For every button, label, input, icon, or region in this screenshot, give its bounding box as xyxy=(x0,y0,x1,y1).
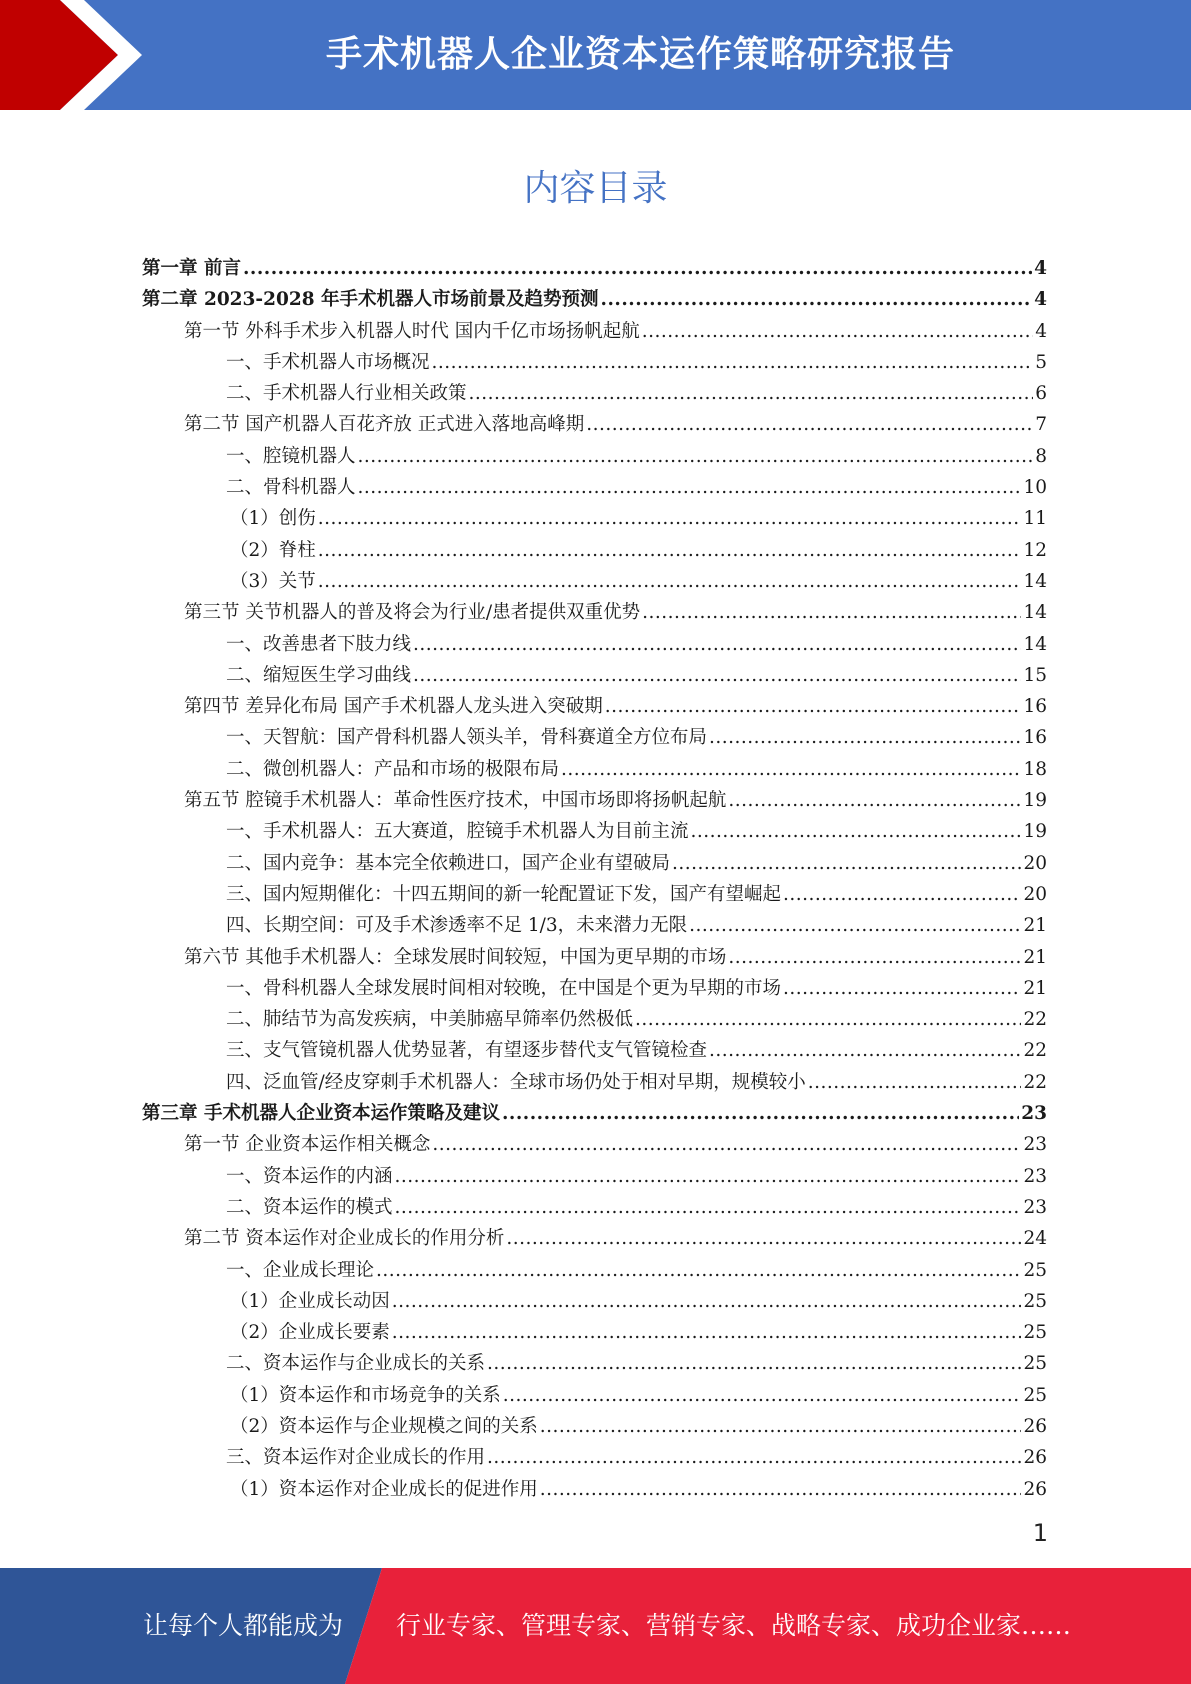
toc-dot-leader xyxy=(413,629,1021,660)
toc-entry-page: 26 xyxy=(1023,1447,1047,1469)
toc-entry[interactable] xyxy=(142,910,1047,941)
toc-entry-page: 21 xyxy=(1023,977,1047,999)
toc-dot-leader xyxy=(709,722,1021,753)
toc-entry-page: 18 xyxy=(1023,758,1047,780)
toc-entry-label: 第二节 国产机器人百花齐放 正式进入落地高峰期 xyxy=(184,414,585,436)
toc-dot-leader xyxy=(469,378,1034,409)
toc-entry-label: 三、国内短期催化：十四五期间的新一轮配置证下发，国产有望崛起 xyxy=(226,883,782,905)
toc-entry-label: 二、资本运作的模式 xyxy=(226,1196,393,1218)
toc-dot-leader xyxy=(395,1161,1022,1192)
toc-entry-page: 7 xyxy=(1035,414,1047,436)
toc-entry-label: 二、骨科机器人 xyxy=(226,477,356,499)
toc-entry-label: 一、骨科机器人全球发展时间相对较晚，在中国是个更为早期的市场 xyxy=(226,977,782,999)
toc-entry-page: 22 xyxy=(1023,1040,1047,1062)
toc-dot-leader xyxy=(358,472,1022,503)
toc-entry-page: 4 xyxy=(1034,289,1047,311)
toc-entry[interactable] xyxy=(142,848,1047,879)
toc-entry[interactable] xyxy=(142,785,1047,816)
toc-entry-label: 二、肺结节为高发疾病，中美肺癌早筛率仍然极低 xyxy=(226,1009,634,1031)
toc-entry-page: 15 xyxy=(1023,664,1047,686)
toc-entry-page: 20 xyxy=(1023,883,1047,905)
toc-entry-label: （2）企业成长要素 xyxy=(230,1322,390,1344)
toc-entry-label: 一、天智航：国产骨科机器人领头羊，骨科赛道全方位布局 xyxy=(226,727,708,749)
toc-dot-leader xyxy=(783,879,1021,910)
toc-dot-leader xyxy=(728,785,1021,816)
toc-entry-label: 第三节 关节机器人的普及将会为行业/患者提供双重优势 xyxy=(184,602,641,624)
toc-entry-label: （1）企业成长动因 xyxy=(230,1290,390,1312)
toc-entry[interactable] xyxy=(142,1161,1047,1192)
toc-dot-leader xyxy=(506,1223,1021,1254)
toc-dot-leader xyxy=(689,910,1021,941)
toc-entry-label: （1）创伤 xyxy=(230,508,316,530)
toc-entry-label: （1）资本运作和市场竞争的关系 xyxy=(230,1384,501,1406)
toc-dot-leader xyxy=(392,1286,1022,1317)
toc-entry-page: 23 xyxy=(1023,1196,1047,1218)
toc-entry[interactable] xyxy=(142,1317,1047,1348)
toc-entry[interactable] xyxy=(142,660,1047,691)
toc-entry[interactable] xyxy=(142,1348,1047,1379)
toc-entry[interactable] xyxy=(142,1035,1047,1066)
toc-dot-leader xyxy=(502,1098,1019,1129)
toc-entry-page: 19 xyxy=(1023,790,1047,812)
toc-entry[interactable] xyxy=(142,1129,1047,1160)
toc-entry-page: 20 xyxy=(1023,852,1047,874)
toc-entry-label: 四、泛血管/经皮穿刺手术机器人：全球市场仍处于相对早期，规模较小 xyxy=(226,1071,806,1093)
toc-dot-leader xyxy=(318,503,1022,534)
toc-dot-leader xyxy=(318,566,1022,597)
toc-entry-label: 三、资本运作对企业成长的作用 xyxy=(226,1447,486,1469)
toc-entry-page: 14 xyxy=(1023,602,1047,624)
toc-entry-page: 25 xyxy=(1023,1322,1047,1344)
toc-entry[interactable] xyxy=(142,629,1047,660)
toc-entry-page: 21 xyxy=(1023,946,1047,968)
toc-dot-leader xyxy=(808,1067,1022,1098)
toc-dot-leader xyxy=(586,409,1033,440)
toc-entry-label: 第六节 其他手术机器人：全球发展时间较短，中国为更早期的市场 xyxy=(184,946,727,968)
toc-entry[interactable] xyxy=(142,284,1047,315)
page-number: 1 xyxy=(1032,1519,1048,1547)
toc-entry[interactable] xyxy=(142,347,1047,378)
toc-dot-leader xyxy=(540,1474,1022,1505)
toc-entry[interactable] xyxy=(142,1380,1047,1411)
toc-entry-page: 25 xyxy=(1023,1384,1047,1406)
toc-entry[interactable] xyxy=(142,1223,1047,1254)
toc-entry[interactable] xyxy=(142,409,1047,440)
toc-entry-label: （2）脊柱 xyxy=(230,539,316,561)
toc-entry[interactable] xyxy=(142,1255,1047,1286)
toc-entry-label: 第四节 差异化布局 国产手术机器人龙头进入突破期 xyxy=(184,696,603,718)
table-of-contents xyxy=(142,253,1047,1505)
toc-entry[interactable] xyxy=(142,1004,1047,1035)
toc-entry-page: 16 xyxy=(1023,696,1047,718)
toc-entry-page: 25 xyxy=(1023,1259,1047,1281)
toc-entry-page: 24 xyxy=(1023,1228,1047,1250)
toc-entry-page: 4 xyxy=(1034,258,1047,279)
footer-slogan: 让每个人都能成为 xyxy=(143,1611,344,1640)
toc-entry-label: （3）关节 xyxy=(230,570,316,592)
toc-dot-leader xyxy=(642,597,1021,628)
toc-dot-leader xyxy=(605,691,1022,722)
toc-entry[interactable] xyxy=(142,1098,1047,1129)
toc-entry-page: 25 xyxy=(1023,1290,1047,1312)
toc-dot-leader xyxy=(358,441,1034,472)
toc-dot-leader xyxy=(783,973,1021,1004)
toc-entry-label: 四、长期空间：可及手术渗透率不足 1/3，未来潜力无限 xyxy=(226,915,688,937)
toc-dot-leader xyxy=(432,1129,1021,1160)
toc-entry-label: 一、资本运作的内涵 xyxy=(226,1165,393,1187)
toc-entry-page: 25 xyxy=(1023,1353,1047,1375)
toc-entry-label: （2）资本运作与企业规模之间的关系 xyxy=(230,1415,538,1437)
toc-dot-leader xyxy=(503,1380,1022,1411)
header-band xyxy=(0,0,1191,110)
toc-entry[interactable] xyxy=(142,1442,1047,1473)
toc-dot-leader xyxy=(392,1317,1022,1348)
toc-dot-leader xyxy=(376,1255,1021,1286)
toc-entry-label: 一、企业成长理论 xyxy=(226,1259,375,1281)
toc-entry-label: 第二章 2023-2028 年手术机器人市场前景及趋势预测 xyxy=(142,289,599,311)
toc-entry[interactable] xyxy=(142,754,1047,785)
toc-entry[interactable] xyxy=(142,378,1047,409)
toc-dot-leader xyxy=(487,1348,1021,1379)
footer-band xyxy=(0,1568,1191,1684)
toc-entry-page: 5 xyxy=(1035,351,1047,373)
toc-entry[interactable] xyxy=(142,535,1047,566)
toc-entry[interactable] xyxy=(142,722,1047,753)
toc-dot-leader xyxy=(601,284,1033,315)
toc-entry-label: 三、支气管镜机器人优势显著，有望逐步替代支气管镜检查 xyxy=(226,1040,708,1062)
toc-entry-page: 23 xyxy=(1023,1134,1047,1156)
toc-entry-page: 23 xyxy=(1023,1165,1047,1187)
toc-dot-leader xyxy=(672,848,1021,879)
toc-entry-label: 第二节 资本运作对企业成长的作用分析 xyxy=(184,1228,505,1250)
toc-entry[interactable] xyxy=(142,503,1047,534)
toc-entry[interactable] xyxy=(142,1411,1047,1442)
toc-entry[interactable] xyxy=(142,879,1047,910)
toc-entry-page: 14 xyxy=(1023,570,1047,592)
toc-entry-page: 10 xyxy=(1023,477,1047,499)
toc-entry-label: 第一节 企业资本运作相关概念 xyxy=(184,1134,431,1156)
toc-entry-page: 14 xyxy=(1023,633,1047,655)
toc-entry[interactable] xyxy=(142,1286,1047,1317)
toc-heading: 内容目录 xyxy=(523,168,668,209)
toc-entry-label: 第三章 手术机器人企业资本运作策略及建议 xyxy=(142,1103,500,1125)
toc-entry-page: 22 xyxy=(1023,1071,1047,1093)
toc-dot-leader xyxy=(432,347,1034,378)
toc-entry-page: 8 xyxy=(1035,445,1047,467)
toc-entry-page: 21 xyxy=(1023,915,1047,937)
toc-dot-leader xyxy=(413,660,1021,691)
toc-dot-leader xyxy=(540,1411,1022,1442)
toc-entry[interactable] xyxy=(142,253,1047,284)
toc-entry-label: 一、手术机器人：五大赛道，腔镜手术机器人为目前主流 xyxy=(226,821,689,843)
toc-entry[interactable] xyxy=(142,816,1047,847)
toc-entry-label: 二、微创机器人：产品和市场的极限布局 xyxy=(226,758,560,780)
toc-entry-label: 第五节 腔镜手术机器人：革命性医疗技术，中国市场即将扬帆起航 xyxy=(184,790,727,812)
footer-roles: 行业专家、管理专家、营销专家、战略专家、成功企业家…… xyxy=(396,1611,1072,1640)
toc-entry[interactable] xyxy=(142,1067,1047,1098)
toc-dot-leader xyxy=(642,316,1033,347)
toc-entry[interactable] xyxy=(142,441,1047,472)
toc-entry-label: 二、手术机器人行业相关政策 xyxy=(226,383,467,405)
toc-entry[interactable] xyxy=(142,566,1047,597)
toc-entry-label: 第一节 外科手术步入机器人时代 国内千亿市场扬帆起航 xyxy=(184,320,640,342)
toc-entry-page: 12 xyxy=(1023,539,1047,561)
toc-entry-label: 二、资本运作与企业成长的关系 xyxy=(226,1353,486,1375)
toc-dot-leader xyxy=(395,1192,1022,1223)
toc-entry[interactable] xyxy=(142,316,1047,347)
toc-dot-leader xyxy=(561,754,1021,785)
toc-entry-label: 二、缩短医生学习曲线 xyxy=(226,664,412,686)
toc-entry-page: 22 xyxy=(1023,1009,1047,1031)
toc-entry-label: 二、国内竞争：基本完全依赖进口，国产企业有望破局 xyxy=(226,852,671,874)
toc-entry-page: 19 xyxy=(1023,821,1047,843)
toc-entry[interactable] xyxy=(142,597,1047,628)
toc-dot-leader xyxy=(243,253,1032,284)
toc-entry-page: 26 xyxy=(1023,1415,1047,1437)
toc-entry[interactable] xyxy=(142,1192,1047,1223)
toc-entry[interactable] xyxy=(142,942,1047,973)
toc-entry-label: （1）资本运作对企业成长的促进作用 xyxy=(230,1478,538,1500)
toc-dot-leader xyxy=(318,535,1022,566)
toc-entry[interactable] xyxy=(142,472,1047,503)
toc-entry-page: 6 xyxy=(1035,383,1047,405)
toc-dot-leader xyxy=(728,942,1021,973)
toc-entry-page: 26 xyxy=(1023,1478,1047,1500)
report-title: 手术机器人企业资本运作策略研究报告 xyxy=(325,34,955,75)
toc-entry-page: 16 xyxy=(1023,727,1047,749)
toc-entry-label: 一、手术机器人市场概况 xyxy=(226,351,430,373)
toc-entry-page: 23 xyxy=(1021,1103,1047,1125)
toc-dot-leader xyxy=(691,816,1022,847)
toc-entry[interactable] xyxy=(142,1474,1047,1505)
toc-entry[interactable] xyxy=(142,973,1047,1004)
toc-entry-page: 11 xyxy=(1023,508,1047,530)
toc-entry-label: 第一章 前言 xyxy=(142,258,241,279)
toc-entry-page: 4 xyxy=(1035,320,1047,342)
toc-entry-label: 一、腔镜机器人 xyxy=(226,445,356,467)
toc-entry-label: 一、改善患者下肢力线 xyxy=(226,633,412,655)
toc-entry[interactable] xyxy=(142,691,1047,722)
toc-dot-leader xyxy=(635,1004,1021,1035)
toc-dot-leader xyxy=(709,1035,1021,1066)
toc-dot-leader xyxy=(487,1442,1021,1473)
